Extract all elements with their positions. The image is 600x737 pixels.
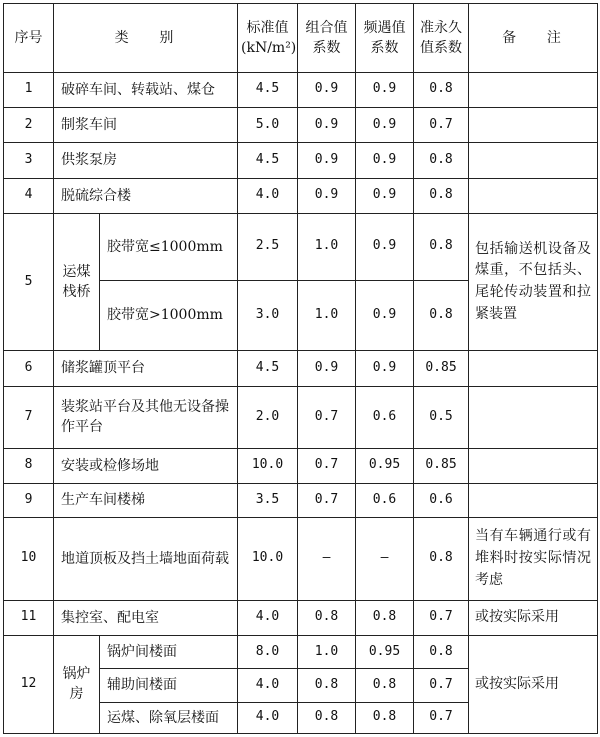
table-row	[4, 178, 598, 213]
row-quasi: 0.5	[414, 386, 469, 449]
row-frequent: 0.8	[356, 669, 414, 702]
row-combination: 0.9	[298, 107, 356, 142]
row-note	[469, 178, 598, 213]
row-quasi: 0.8	[414, 280, 469, 351]
header-standard: 标准值 (kN/m²)	[238, 4, 298, 73]
row-quasi: 0.6	[414, 483, 469, 517]
row-combination: 0.9	[298, 143, 356, 178]
row-quasi: 0.8	[414, 72, 469, 107]
row-frequent: 0.9	[356, 351, 414, 386]
row-no: 6	[4, 351, 54, 386]
table-row	[4, 517, 598, 600]
row-frequent: 0.9	[356, 143, 414, 178]
row-quasi: 0.7	[414, 669, 469, 702]
row-combination: 0.8	[298, 702, 356, 733]
row-quasi: 0.7	[414, 600, 469, 635]
row-no: 10	[4, 517, 54, 600]
row-combination: 0.9	[298, 72, 356, 107]
row-combination: 0.9	[298, 178, 356, 213]
row-note	[469, 386, 598, 449]
row-standard: 3.5	[238, 483, 298, 517]
header-combination: 组合值 系数	[298, 4, 356, 73]
header-category: 类别	[54, 4, 238, 73]
row-standard: 4.5	[238, 143, 298, 178]
row-standard: 10.0	[238, 517, 298, 600]
row-combination: 0.9	[298, 351, 356, 386]
row-combination: 1.0	[298, 635, 356, 668]
row-quasi: 0.8	[414, 635, 469, 668]
row-frequent: 0.9	[356, 213, 414, 280]
row-note: 当有车辆通行或有堆料时按实际情况考虑	[469, 517, 598, 600]
row-no: 11	[4, 600, 54, 635]
row-frequent: 0.9	[356, 280, 414, 351]
table-row	[4, 143, 598, 178]
row-category: 破碎车间、转载站、煤仓	[54, 72, 238, 107]
row-frequent: 0.9	[356, 107, 414, 142]
row-category: 地道顶板及挡土墙地面荷载	[54, 517, 238, 600]
row-standard: 10.0	[238, 449, 298, 483]
row-frequent: 0.6	[356, 386, 414, 449]
row-standard: 5.0	[238, 107, 298, 142]
row-combination: 0.7	[298, 449, 356, 483]
row-standard: 4.5	[238, 72, 298, 107]
header-note: 备注	[469, 4, 598, 73]
row-note: 或按实际采用	[469, 635, 598, 733]
row-category: 安装或检修场地	[54, 449, 238, 483]
row-no: 9	[4, 483, 54, 517]
row-frequent: 0.9	[356, 72, 414, 107]
row-combination: 0.7	[298, 483, 356, 517]
row-note: 包括输送机设备及煤重，不包括头、尾轮传动装置和拉紧装置	[469, 213, 598, 350]
row-note	[469, 351, 598, 386]
row-no: 2	[4, 107, 54, 142]
row-combination: 1.0	[298, 280, 356, 351]
row-quasi: 0.8	[414, 213, 469, 280]
row-category: 集控室、配电室	[54, 600, 238, 635]
table-row	[4, 351, 598, 386]
header-row	[4, 4, 598, 73]
row-quasi: 0.8	[414, 178, 469, 213]
row-frequent: 0.8	[356, 600, 414, 635]
row-note	[469, 107, 598, 142]
row-quasi: 0.7	[414, 702, 469, 733]
row-combination: 0.8	[298, 600, 356, 635]
row-standard: 4.0	[238, 669, 298, 702]
table-row	[4, 72, 598, 107]
row-subcategory: 锅炉间楼面	[100, 635, 238, 668]
table-row	[4, 449, 598, 483]
row-frequent: 0.9	[356, 178, 414, 213]
row-no: 8	[4, 449, 54, 483]
row-no: 3	[4, 143, 54, 178]
row-note	[469, 72, 598, 107]
row-category: 生产车间楼梯	[54, 483, 238, 517]
row-subcategory: 胶带宽>1000mm	[100, 280, 238, 351]
header-no: 序号	[4, 4, 54, 73]
header-quasi: 准永久 值系数	[414, 4, 469, 73]
table-row	[4, 600, 598, 635]
row-standard: 3.0	[238, 280, 298, 351]
row-group: 运煤栈桥	[54, 213, 100, 350]
row-combination: 1.0	[298, 213, 356, 280]
table-row	[4, 213, 598, 280]
row-combination: 0.7	[298, 386, 356, 449]
table-row	[4, 386, 598, 449]
row-frequent: 0.6	[356, 483, 414, 517]
row-standard: 2.0	[238, 386, 298, 449]
table-row	[4, 635, 598, 668]
row-standard: 4.0	[238, 600, 298, 635]
row-quasi: 0.85	[414, 351, 469, 386]
row-no: 7	[4, 386, 54, 449]
load-table	[3, 3, 598, 734]
row-combination: 0.8	[298, 669, 356, 702]
row-standard: 4.0	[238, 178, 298, 213]
row-frequent: 0.8	[356, 702, 414, 733]
row-category: 制浆车间	[54, 107, 238, 142]
table-row	[4, 107, 598, 142]
row-category: 装浆站平台及其他无设备操作平台	[54, 386, 238, 449]
row-note	[469, 143, 598, 178]
row-standard: 4.5	[238, 351, 298, 386]
row-note	[469, 483, 598, 517]
row-frequent: —	[356, 517, 414, 600]
row-note: 或按实际采用	[469, 600, 598, 635]
row-quasi: 0.85	[414, 449, 469, 483]
row-frequent: 0.95	[356, 635, 414, 668]
row-subcategory: 辅助间楼面	[100, 669, 238, 702]
row-quasi: 0.8	[414, 143, 469, 178]
row-no: 4	[4, 178, 54, 213]
table-row	[4, 483, 598, 517]
row-category: 供浆泵房	[54, 143, 238, 178]
row-quasi: 0.8	[414, 517, 469, 600]
row-standard: 8.0	[238, 635, 298, 668]
row-standard: 2.5	[238, 213, 298, 280]
row-group: 锅炉房	[54, 635, 100, 733]
row-combination: —	[298, 517, 356, 600]
row-category: 储浆罐顶平台	[54, 351, 238, 386]
row-subcategory: 胶带宽≤1000mm	[100, 213, 238, 280]
row-no: 12	[4, 635, 54, 733]
row-subcategory: 运煤、除氧层楼面	[100, 702, 238, 733]
row-frequent: 0.95	[356, 449, 414, 483]
header-frequent: 频遇值 系数	[356, 4, 414, 73]
row-no: 1	[4, 72, 54, 107]
row-quasi: 0.7	[414, 107, 469, 142]
row-standard: 4.0	[238, 702, 298, 733]
row-note	[469, 449, 598, 483]
row-category: 脱硫综合楼	[54, 178, 238, 213]
row-no: 5	[4, 213, 54, 350]
